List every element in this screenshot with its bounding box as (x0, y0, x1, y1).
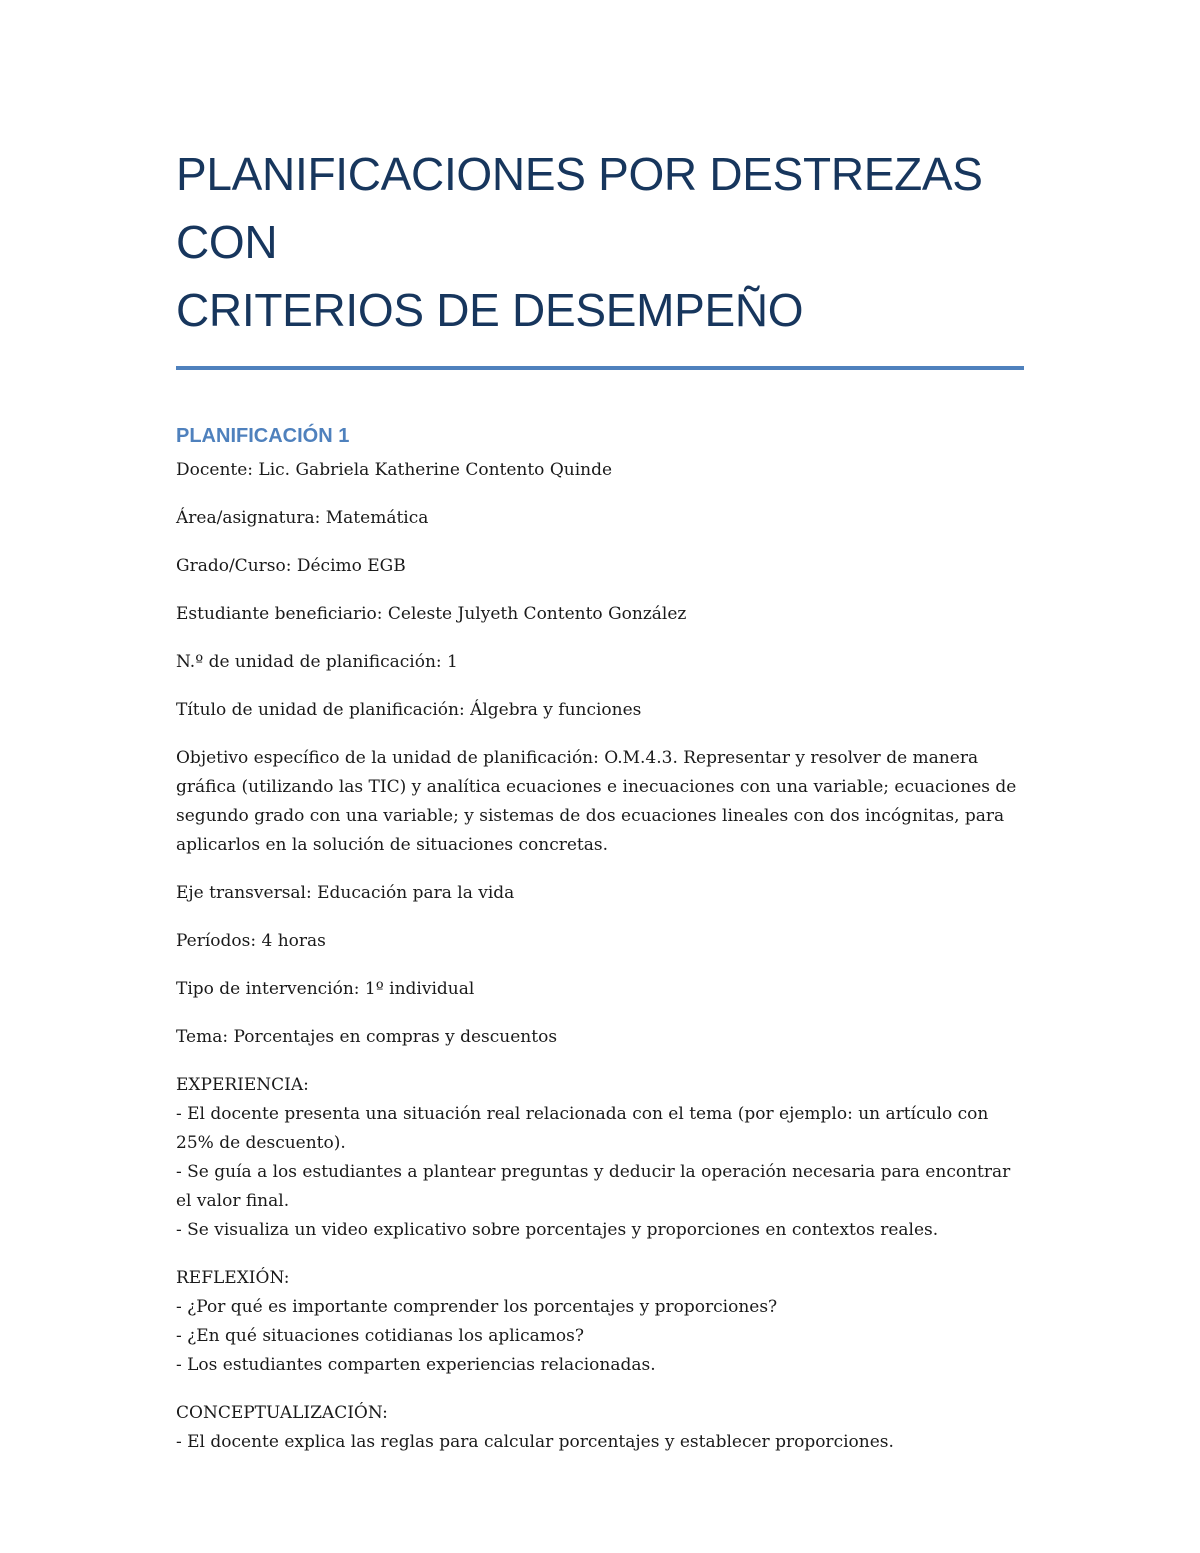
title-line-2: CRITERIOS DE DESEMPEÑO (176, 284, 804, 336)
experiencia-heading: EXPERIENCIA: (176, 1075, 309, 1095)
title-underline-rule (176, 366, 1024, 370)
experiencia-item: - Se visualiza un video explicativo sobre porcentajes y proporciones en contextos reales. (176, 1220, 939, 1240)
field-unidad-titulo: Título de unidad de planificación: Álgebra y funciones (176, 700, 642, 720)
reflexion-item: - Los estudiantes comparten experiencias relacionadas. (176, 1355, 656, 1375)
experiencia-item: - Se guía a los estudiantes a plantear preguntas y deducir la operación necesaria para encontrar el valor final. (176, 1162, 1011, 1211)
field-estudiante: Estudiante beneficiario: Celeste Julyeth Contento González (176, 604, 687, 624)
reflexion-item: - ¿Por qué es importante comprender los porcentajes y proporciones? (176, 1297, 778, 1317)
field-tipo-intervencion: Tipo de intervención: 1º individual (176, 979, 475, 999)
reflexion-section (176, 1264, 1024, 1380)
field-tema: Tema: Porcentajes en compras y descuentos (176, 1027, 558, 1047)
field-grado: Grado/Curso: Décimo EGB (176, 556, 406, 576)
document-title (176, 140, 1024, 344)
field-objetivo: Objetivo específico de la unidad de planificación: O.M.4.3. Representar y resolver de manera gráfica (utilizando las TIC) y analítica ecuaciones e inecuaciones con una variable; ecuaciones de segundo grado con una variable; y sistemas de dos ecuaciones lineales con dos incógnitas, para aplicarlos en la solución de situaciones concretas. (176, 748, 1017, 855)
conceptualizacion-heading: CONCEPTUALIZACIÓN: (176, 1403, 388, 1423)
field-unidad-numero: N.º de unidad de planificación: 1 (176, 652, 458, 672)
conceptualizacion-section (176, 1399, 1024, 1457)
reflexion-heading: REFLEXIÓN: (176, 1268, 290, 1288)
conceptualizacion-item: - El docente explica las reglas para calcular porcentajes y establecer proporciones. (176, 1432, 894, 1452)
title-line-1: PLANIFICACIONES POR DESTREZAS CON (176, 148, 983, 268)
field-area: Área/asignatura: Matemática (176, 508, 429, 528)
field-docente: Docente: Lic. Gabriela Katherine Contento Quinde (176, 460, 613, 480)
experiencia-section (176, 1071, 1024, 1245)
document-content (176, 140, 1024, 1457)
field-eje-transversal: Eje transversal: Educación para la vida (176, 883, 515, 903)
reflexion-item: - ¿En qué situaciones cotidianas los aplicamos? (176, 1326, 584, 1346)
section-heading: PLANIFICACIÓN 1 (176, 425, 350, 447)
experiencia-item: - El docente presenta una situación real relacionada con el tema (por ejemplo: un artículo con 25% de descuento). (176, 1104, 989, 1153)
field-periodos: Períodos: 4 horas (176, 931, 326, 951)
